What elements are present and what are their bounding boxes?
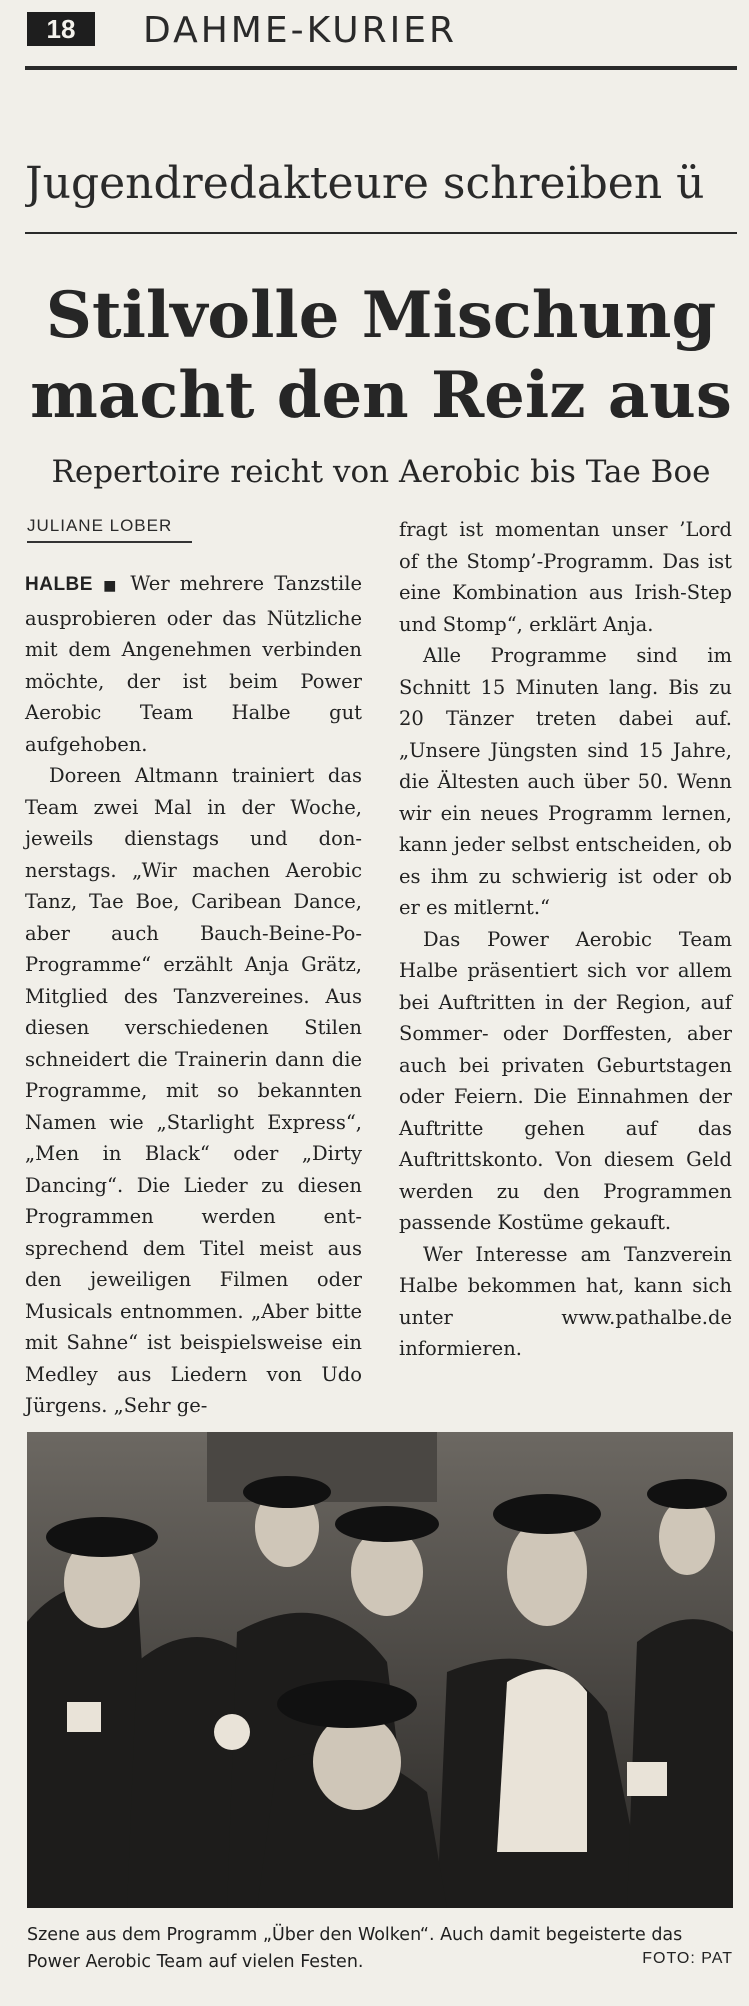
newspaper-name: DAHME-KURIER: [143, 10, 457, 51]
page-header: [25, 8, 737, 54]
byline-rule: [27, 541, 192, 543]
paragraph: Doreen Altmann trainiert das Team zwei Mal in der Woche, jeweils dienstags und donnerstags. „Wir machen Aerobic Tanz, Tae Boe, Caribean Dance, aber auch Bauch-Beine-Po-Programme“ erzählt Anja Grätz, Mitglied des Tanzvereines. Aus diesen verschiedenen Stilen schneidert die Trainerin dann die Programme, mit so bekannten Namen wie „Starlight Express“, „Men in Black“ oder „Dirty Dancing“. Die Lieder zu diesen Programmen werden entsprechend dem Titel meist aus den jeweiligen Filmen oder Musicals entnommen. „Aber bitte mit Sahne“ ist beispielsweise ein Medley aus Liedern von Udo Jürgens. „Sehr ge-: [25, 764, 362, 1417]
photo-caption: Szene aus dem Programm „Über den Wolken“. Auch damit begeisterte das Power Aerobic Team auf vielen Festen.: [27, 1925, 683, 1972]
paragraph: Alle Programme sind im Schnitt 15 Minuten lang. Bis zu 20 Tänzer treten dabei auf. „Unsere Jüngsten sind 15 Jahre, die Ältesten auch über 50. Wenn wir ein neues Programm lernen, kann jeder selbst entscheiden, ob es ihm zu schwierig ist oder ob er es mitlernt.“: [399, 644, 732, 919]
section-heading: Jugendredakteure schreiben ü: [25, 158, 705, 209]
subheadline: Repertoire reicht von Aerobic bis Tae Boe: [51, 454, 711, 490]
paragraph: Wer Interesse am Tanzverein Halbe bekommen hat, kann sich unter www.pathalbe.de informieren.: [399, 1242, 732, 1360]
article-column-right: [399, 514, 732, 1365]
photo-credit: FOTO: PAT: [642, 1950, 733, 1967]
headline-line-1: Stilvolle Mischung: [45, 278, 717, 353]
article-column-left: [25, 568, 362, 1422]
article-photo: [27, 1432, 733, 1908]
headline-line-2: macht den Reiz aus: [30, 358, 732, 433]
page-number: 18: [27, 12, 95, 46]
photo-illustration: [27, 1432, 733, 1908]
headline: [25, 276, 737, 436]
paragraph: fragt ist momentan unser ’Lord of the Stomp’-Programm. Das ist eine Kombination aus Irish-Step und Stomp“, erklärt Anja.: [399, 518, 732, 636]
paragraph-text: Wer mehrere Tanzstile ausprobieren oder das Nützliche mit dem Angenehmen verbinden möchte, der ist beim Power Aerobic Team Halbe gut aufgehoben.: [25, 572, 362, 756]
paragraph: Das Power Aerobic Team Halbe präsentiert sich vor allem bei Auftritten in der Region, auf Sommer- oder Dorffesten, aber auch bei privaten Geburtstagen oder Feiern. Die Einnahmen der Auftritte gehen auf das Auftrittskonto. Von diesem Geld werden zu den Programmen passende Kostüme gekauft.: [399, 927, 732, 1234]
dateline-square-icon: ■: [103, 578, 121, 594]
paragraph: [25, 568, 362, 760]
dateline: HALBE: [25, 574, 93, 595]
section-rule: [25, 232, 737, 234]
header-rule: [25, 66, 737, 70]
byline: JULIANE LOBER: [27, 516, 173, 535]
